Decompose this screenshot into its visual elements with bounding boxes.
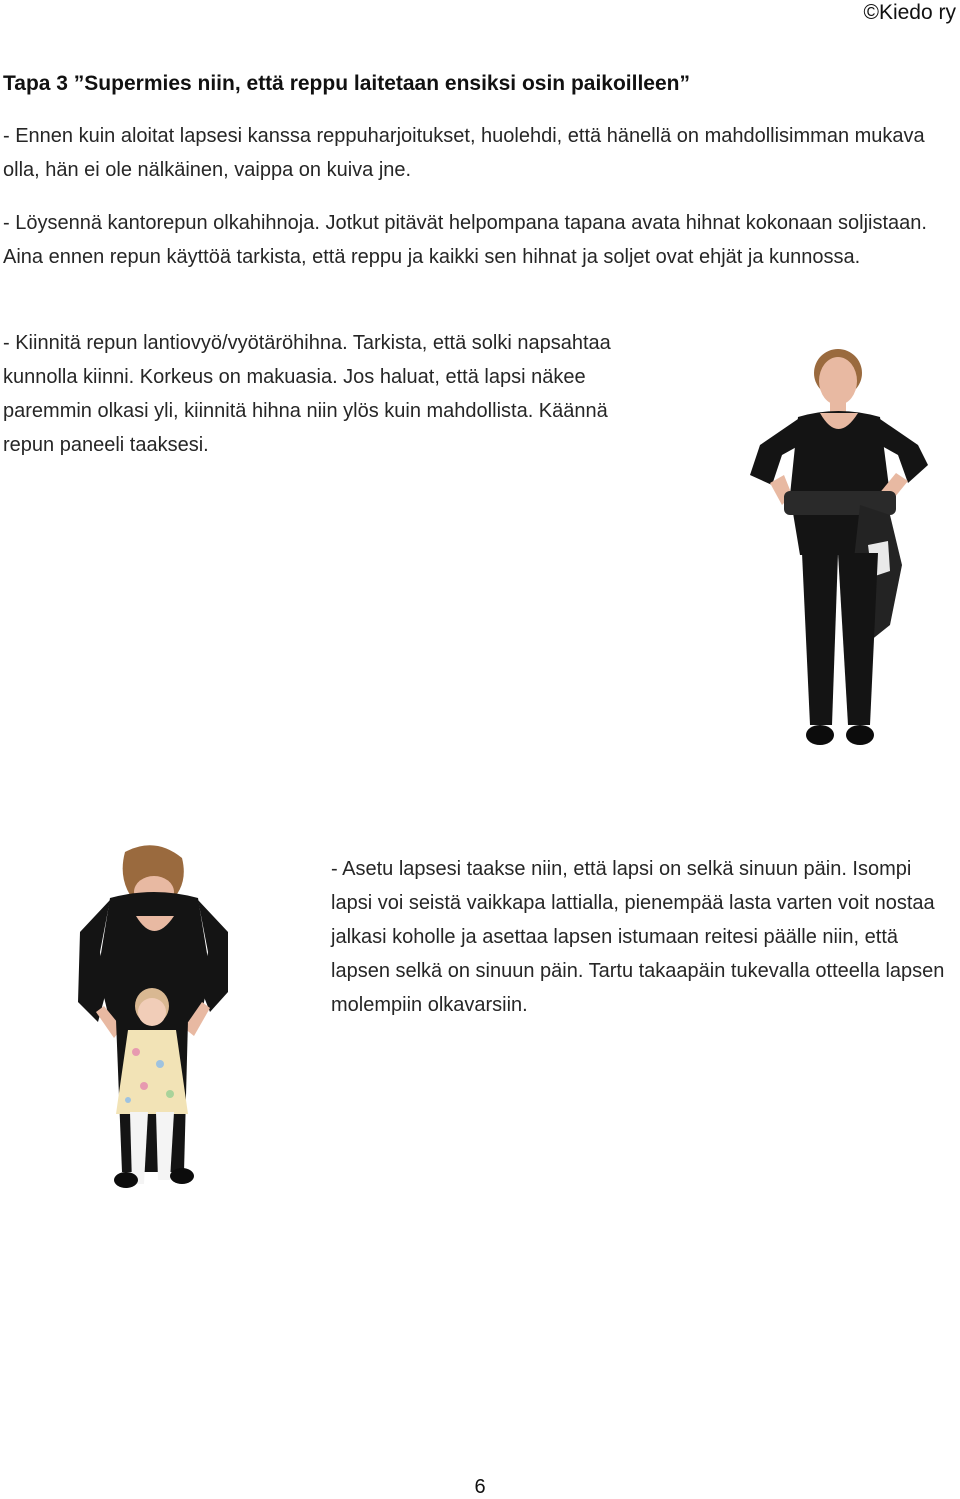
paragraph-position-child: - Asetu lapsesi taakse niin, että lapsi on selkä sinuun päin. Isompi lapsi voi seistä vaikkapa lattialla, pienempää lasta varten voit nostaa jalkasi koholle ja asettaa lapsen istumaan reitesi päälle niin, että lapsen selkä on sinuun päin. Tartu takaapäin tukevalla otteella lapsen molempiin olkavarsiin. <box>331 858 945 1016</box>
paragraph-waist-belt: - Kiinnitä repun lantiovyö/vyötäröhihna. Tarkista, että solki napsahtaa kunnolla kiinni. Korkeus on makuasia. Jos haluat, että lapsi näkee paremmin olkasi yli, kiinnitä hihna niin ylös kuin mahdollista. Käännä repun paneeli taaksesi. <box>3 332 611 456</box>
page-number: 6 <box>474 1476 486 1498</box>
photo-woman-fastening-belt <box>740 345 940 755</box>
copyright-notice: ©Kiedo ry <box>863 1 956 24</box>
photo-woman-behind-child <box>70 842 235 1204</box>
paragraph-loosen-straps: - Löysennä kantorepun olkahihnoja. Jotkut pitävät helpompana tapana avata hihnat kokonaan soljistaan. Aina ennen repun käyttöä tarkista, että reppu ja kaikki sen hihnat ja soljet ovat ehjät ja kunnossa. <box>3 212 927 268</box>
section-heading: Tapa 3 ”Supermies niin, että reppu laitetaan ensiksi osin paikoilleen” <box>3 72 690 95</box>
paragraph-preparation: - Ennen kuin aloitat lapsesi kanssa reppuharjoitukset, huolehdi, että hänellä on mahdollisimman mukava olla, hän ei ole nälkäinen, vaippa on kuiva jne. <box>3 125 925 181</box>
